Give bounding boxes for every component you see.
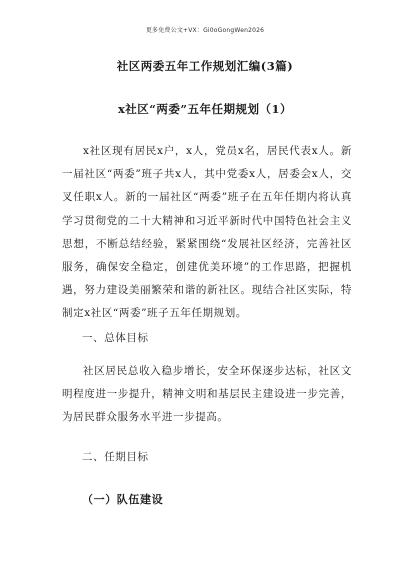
paragraph-overall-goals: 社区居民总收入稳步增长，安全环保逐步达标，社区文明程度进一步提升，精神文明和基层民主建设进一步完善，为居民群众服务水平进一步提高。 <box>62 365 352 424</box>
section-heading-team-building: （一）队伍建设 <box>82 493 164 506</box>
paragraph-intro: x社区现有居民x户，x人，党员x名，居民代表x人。新一届社区“两委”班子共x人，其中党委x人，居委会x人，交叉任职x人。新的一届社区“两委”班子在五年任期内将认真学习贯彻党的二十大精神和习近平新时代中国特色社会主义思想，不断总结经验，紧紧围绕“发展社区经济，完善社区服务，确保安全稳定，创建优美环境”的工作思路，把握机遇，努力建设美丽繁荣和谐的新社区。现结合社区实际，特制定x社区“两委”班子五年任期规划。 <box>62 145 352 320</box>
section-heading-term-goals: 二、任期目标 <box>82 451 149 463</box>
section-heading-overall-goals: 一、总体目标 <box>82 332 149 344</box>
document-subtitle: x社区“两委”五年任期规划（1） <box>117 102 293 116</box>
document-title: 社区两委五年工作规划汇编(3篇) <box>116 59 294 73</box>
header-note: 更多免费公文+VX：Gi0oGongWen2026 <box>145 27 265 34</box>
